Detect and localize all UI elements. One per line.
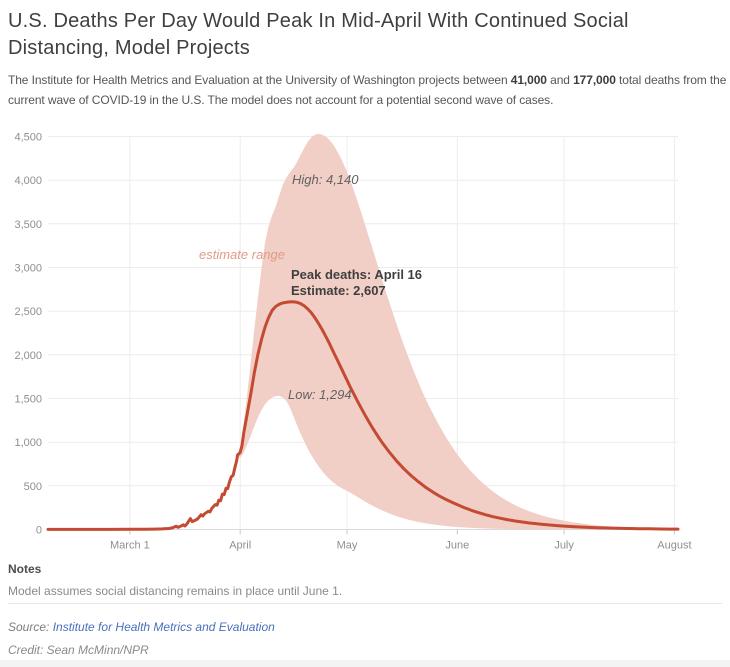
annotation-high-estimate: High: 4,140	[292, 172, 359, 187]
x-axis-label: May	[336, 539, 358, 552]
y-axis-label: 500	[23, 480, 42, 493]
credit-line: Credit: Sean McMinn/NPR	[8, 643, 149, 657]
page-subtitle	[8, 70, 728, 110]
footer-strip	[0, 660, 730, 667]
subtitle-text-1: The Institute for Health Metrics and Evaluation at the University of Washington projects between	[8, 73, 511, 87]
x-axis-label: July	[554, 539, 574, 552]
x-axis-label: June	[445, 539, 470, 552]
source-line	[8, 620, 275, 634]
y-axis-label: 1,500	[14, 393, 42, 406]
projection-chart-svg	[0, 115, 730, 560]
x-axis-label: August	[657, 539, 692, 552]
y-axis-label: 3,000	[14, 262, 42, 275]
estimate-range-band	[238, 134, 678, 530]
y-axis-label: 4,000	[14, 175, 42, 188]
chart-area	[0, 115, 730, 560]
annotation-peak	[291, 267, 422, 299]
y-axis-label: 4,500	[14, 131, 42, 144]
subtitle-total-deaths-low: 41,000	[510, 73, 547, 87]
annotation-low-estimate: Low: 1,294	[288, 387, 352, 402]
x-axis-label: April	[229, 539, 252, 552]
page-title: U.S. Deaths Per Day Would Peak In Mid-April With Continued Social Distancing, Model Projects	[8, 10, 629, 59]
source-link[interactable]: Institute for Health Metrics and Evaluation	[52, 620, 275, 634]
annotation-estimate-range: estimate range	[199, 247, 285, 262]
y-axis-label: 2,000	[14, 349, 42, 362]
y-axis-label: 3,500	[14, 218, 42, 231]
subtitle-text-3: total deaths from the current wave of COVID-19 in the U.S. The model does not account for a potential second wave of cases.	[8, 73, 727, 107]
annotation-peak-date: Peak deaths: April 16	[291, 267, 423, 282]
y-axis-label: 1,000	[14, 437, 42, 450]
source-label: Source:	[8, 620, 53, 634]
x-axis-label: March 1	[110, 539, 150, 552]
notes-text: Model assumes social distancing remains in place until June 1.	[8, 584, 343, 598]
y-axis-label: 2,500	[14, 306, 42, 319]
subtitle-total-deaths-high: 177,000	[573, 73, 616, 87]
y-axis-label: 0	[35, 524, 42, 537]
subtitle-text-2: and	[546, 73, 574, 87]
notes-heading: Notes	[8, 562, 42, 576]
divider	[8, 603, 722, 604]
annotation-peak-estimate: Estimate: 2,607	[291, 283, 386, 298]
